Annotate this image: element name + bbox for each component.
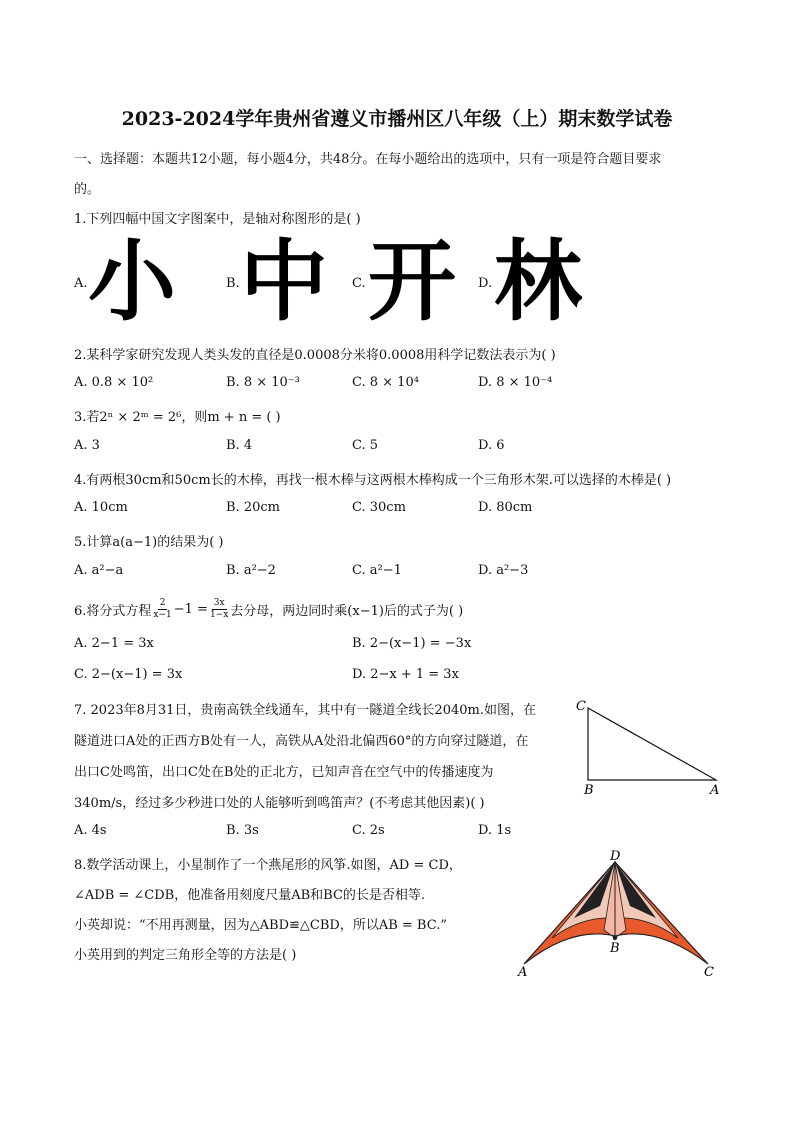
question-8-line2: ∠ADB = ∠CDB，他准备用刻度尺量AB和BC的长是否相等. xyxy=(74,888,426,903)
triangle-abc xyxy=(588,708,716,780)
q7-option-d: D. 1s xyxy=(478,823,512,838)
question-1-stem: 1.下列四幅中国文字图案中，是轴对称图形的是( ) xyxy=(74,212,361,227)
page-title: 2023-2024学年贵州省遵义市播州区八年级（上）期末数学试卷 xyxy=(121,108,673,130)
q7-option-a: A. 4s xyxy=(74,823,107,838)
q6-stem-mid: −1 = xyxy=(173,602,208,617)
q4-option-a: A. 10cm xyxy=(74,500,128,515)
q6-option-c: C. 2−(x−1) = 3x xyxy=(74,667,183,682)
question-8-line4: 小英用到的判定三角形全等的方法是( ) xyxy=(74,948,297,963)
q1-option-d-character: 林 xyxy=(494,230,583,333)
q2-option-a: A. 0.8 × 10² xyxy=(74,375,154,390)
q1-option-d-label: D. xyxy=(478,276,493,291)
q3-option-a: A. 3 xyxy=(74,438,100,453)
q7-option-c: C. 2s xyxy=(352,823,385,838)
q6-fraction-1 xyxy=(153,598,171,621)
label-c: C xyxy=(704,965,714,980)
q6-fraction-2-denominator: 1−x xyxy=(209,610,229,620)
q6-option-b: B. 2−(x−1) = −3x xyxy=(352,636,472,651)
question-7-line3: 出口C处鸣笛，出口C处在B处的正北方，已知声音在空气中的传播速度为 xyxy=(74,765,494,780)
question-4-stem: 4.有两根30cm和50cm长的木棒，再找一根木棒与这两根木棒构成一个三角形木架.可以选择的木棒是( ) xyxy=(74,473,672,488)
question-3-stem: 3.若2ⁿ × 2ᵐ = 2⁶，则m + n = ( ) xyxy=(74,410,281,425)
q6-stem-pre: 6.将分式方程 xyxy=(74,604,152,619)
q6-fraction-2 xyxy=(210,598,228,621)
q5-option-d: D. a²−3 xyxy=(478,563,529,578)
q2-option-b: B. 8 × 10⁻³ xyxy=(226,375,300,390)
q1-option-c-character: 开 xyxy=(368,230,457,333)
q7-triangle-figure xyxy=(570,694,730,800)
q6-option-a: A. 2−1 = 3x xyxy=(74,636,154,651)
label-c: C xyxy=(576,699,586,714)
q5-option-c: C. a²−1 xyxy=(352,563,402,578)
q1-option-b-character: 中 xyxy=(240,230,329,333)
q6-option-d: D. 2−x + 1 = 3x xyxy=(352,667,459,682)
label-d: D xyxy=(610,849,621,864)
q3-option-d: D. 6 xyxy=(478,438,505,453)
question-2-stem: 2.某科学家研究发现人类头发的直径是0.0008分米将0.0008用科学记数法表示为( ) xyxy=(74,348,556,363)
q1-option-c-label: C. xyxy=(352,276,366,291)
q4-option-c: C. 30cm xyxy=(352,500,406,515)
question-6-stem xyxy=(74,598,463,621)
q4-option-d: D. 80cm xyxy=(478,500,533,515)
question-8-line1: 8.数学活动课上，小星制作了一个燕尾形的风筝.如图，AD = CD， xyxy=(74,858,462,873)
question-7-line2: 隧道进口A处的正西方B处有一人，高铁从A处沿北偏西60°的方向穿过隧道，在 xyxy=(74,734,529,749)
point-b xyxy=(613,936,617,940)
label-a: A xyxy=(710,783,720,798)
section-heading-line1: 一、选择题：本题共12小题，每小题4分，共48分。在每小题给出的选项中，只有一项是符合题目要求 xyxy=(74,152,662,167)
q1-option-a-character: 小 xyxy=(88,230,177,333)
q6-fraction-2-numerator: 3x xyxy=(213,598,225,608)
question-7-line1: 7. 2023年8月31日，贵南高铁全线通车，其中有一隧道全线长2040m.如图，在 xyxy=(74,703,536,718)
label-b: B xyxy=(610,941,620,956)
q2-option-d: D. 8 × 10⁻⁴ xyxy=(478,375,553,390)
q6-fraction-1-denominator: x−1 xyxy=(153,610,172,620)
q4-option-b: B. 20cm xyxy=(226,500,280,515)
section-heading-line2: 的。 xyxy=(74,182,101,197)
label-b: B xyxy=(584,783,594,798)
q8-kite-figure xyxy=(512,846,726,982)
label-a: A xyxy=(518,965,528,980)
q3-option-c: C. 5 xyxy=(352,438,379,453)
q7-option-b: B. 3s xyxy=(226,823,259,838)
question-5-stem: 5.计算a(a−1)的结果为( ) xyxy=(74,535,224,550)
q1-option-b-label: B. xyxy=(226,276,240,291)
q2-option-c: C. 8 × 10⁴ xyxy=(352,375,419,390)
q1-option-a-label: A. xyxy=(74,276,88,291)
q5-option-a: A. a²−a xyxy=(74,563,124,578)
question-8-line3: 小英却说：“不用再测量，因为△ABD≌△CBD，所以AB = BC.” xyxy=(74,918,447,933)
q6-fraction-1-numerator: 2 xyxy=(159,598,166,608)
q3-option-b: B. 4 xyxy=(226,438,253,453)
question-7-line4: 340m/s，经过多少秒进口处的人能够听到鸣笛声？(不考虑其他因素)( ) xyxy=(74,796,485,811)
q6-stem-post: 去分母，两边同时乘(x−1)后的式子为( ) xyxy=(230,604,464,619)
q5-option-b: B. a²−2 xyxy=(226,563,276,578)
